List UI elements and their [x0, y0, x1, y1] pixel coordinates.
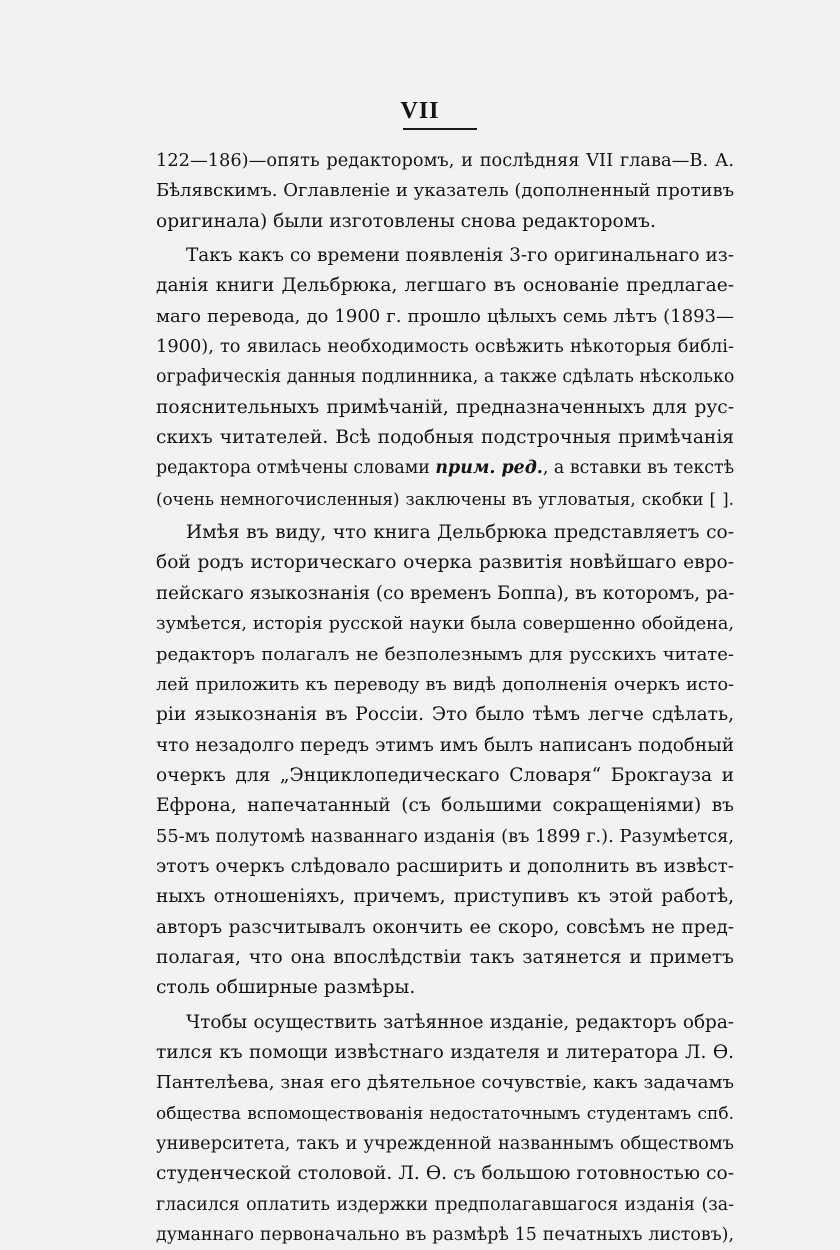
text-line: маго перевода, до 1900 г. прошло цѣлыхъ семь лѣтъ (1893— [156, 305, 734, 327]
text-line: ріи языкознанія въ Россіи. Это было тѣмъ легче сдѣлать, [156, 704, 734, 726]
text-line: Такъ какъ со времени появленія 3-го оригинальнаго из- [186, 245, 734, 267]
text-segment: редактора отмѣчены словами [156, 458, 436, 479]
text-line: ныхъ отношеніяхъ, причемъ, приступивъ къ этой работѣ, [156, 886, 734, 908]
text-line: Ефрона, напечатанный (съ большими сокращеніями) въ [156, 795, 734, 817]
text-line: очеркъ для „Энциклопедическаго Словаря“ Брокгауза и [156, 764, 734, 786]
page-number-rule [403, 128, 477, 130]
text-line: Имѣя въ виду, что книга Дельбрюка представляетъ со- [186, 522, 734, 544]
text-line: этотъ очеркъ слѣдовало расширить и дополнить въ извѣст- [156, 855, 734, 877]
text-line: Бѣлявскимъ. Оглавленіе и указатель (дополненный противъ [156, 180, 735, 202]
text-line: бой родъ историческаго очерка развитія новѣйшаго евро- [156, 552, 734, 574]
text-line: общества вспомоществованія недостаточнымъ студентамъ спб. [156, 1103, 734, 1124]
text-line: Чтобы осуществить затѣянное изданіе, редакторъ обра- [186, 1011, 734, 1033]
text-line: 55-мъ полутомѣ названнаго изданія (въ 1899 г.). Разумѣется, [156, 825, 734, 847]
text-line: пояснительныхъ примѣчаній, предназначенныхъ для рус- [156, 396, 734, 418]
text-line: университета, такъ и учрежденной названнымъ обществомъ [156, 1133, 734, 1154]
text-line: авторъ разсчитывалъ окончить ее скоро, совсѣмъ не пред- [156, 916, 734, 938]
paragraph [156, 518, 734, 1004]
text-line: думаннаго первоначально въ размѣрѣ 15 печатныхъ листовъ), [156, 1225, 734, 1246]
text-line: (очень немногочисленныя) заключены въ угловатыя, скобки [ ]. [156, 488, 734, 509]
text-line: тился къ помощи извѣстнаго издателя и литератора Л. Ѳ. [156, 1041, 734, 1063]
text-line: лей приложить къ переводу въ видѣ дополненія очеркъ исто- [156, 674, 734, 695]
text-line: полагая, что она впослѣдствіи такъ затянется и приметъ [156, 946, 734, 968]
text-line: скихъ читателей. Всѣ подобныя подстрочныя примѣчанія [156, 427, 734, 449]
text-line: гласился оплатить издержки предполагавшагося изданія (за- [156, 1194, 734, 1215]
text-line: пейскаго языкознанія (со временъ Боппа), въ которомъ, ра- [156, 582, 735, 604]
text-line: что незадолго передъ этимъ имъ былъ написанъ подобный [156, 734, 734, 756]
paragraph [156, 1008, 734, 1250]
text-line-with-italic [156, 453, 734, 483]
text-line: Пантелѣева, зная его дѣятельное сочувствіе, какъ задачамъ [156, 1072, 734, 1094]
text-line: ографическія данныя подлинника, а также сдѣлать нѣсколько [156, 367, 735, 388]
text-line: данія книги Дельбрюка, легшаго въ основаніе предлагае- [156, 275, 734, 297]
page-body [156, 146, 734, 1250]
page-number: VII [400, 98, 440, 124]
text-line: зумѣется, исторія русской науки была совершенно обойдена, [156, 614, 734, 635]
italic-abbreviation: прим. ред. [435, 458, 543, 479]
text-line: 1900), то явилась необходимость освѣжить нѣкоторыя библі- [156, 336, 734, 358]
text-line: столь обширные размѣры. [156, 977, 416, 999]
text-line: оригинала) были изготовлены снова редакторомъ. [156, 210, 656, 232]
paragraph [156, 146, 734, 237]
text-line: студенческой столовой. Л. Ѳ. съ большою готовностью со- [156, 1163, 734, 1185]
text-segment: , а вставки въ текстѣ [542, 458, 735, 479]
paragraph [156, 241, 734, 514]
text-line: 122—186)—опять редакторомъ, и послѣдняя VII глава—В. А. [156, 150, 734, 171]
text-line: редакторъ полагалъ не безполезнымъ для русскихъ читате- [156, 643, 734, 665]
